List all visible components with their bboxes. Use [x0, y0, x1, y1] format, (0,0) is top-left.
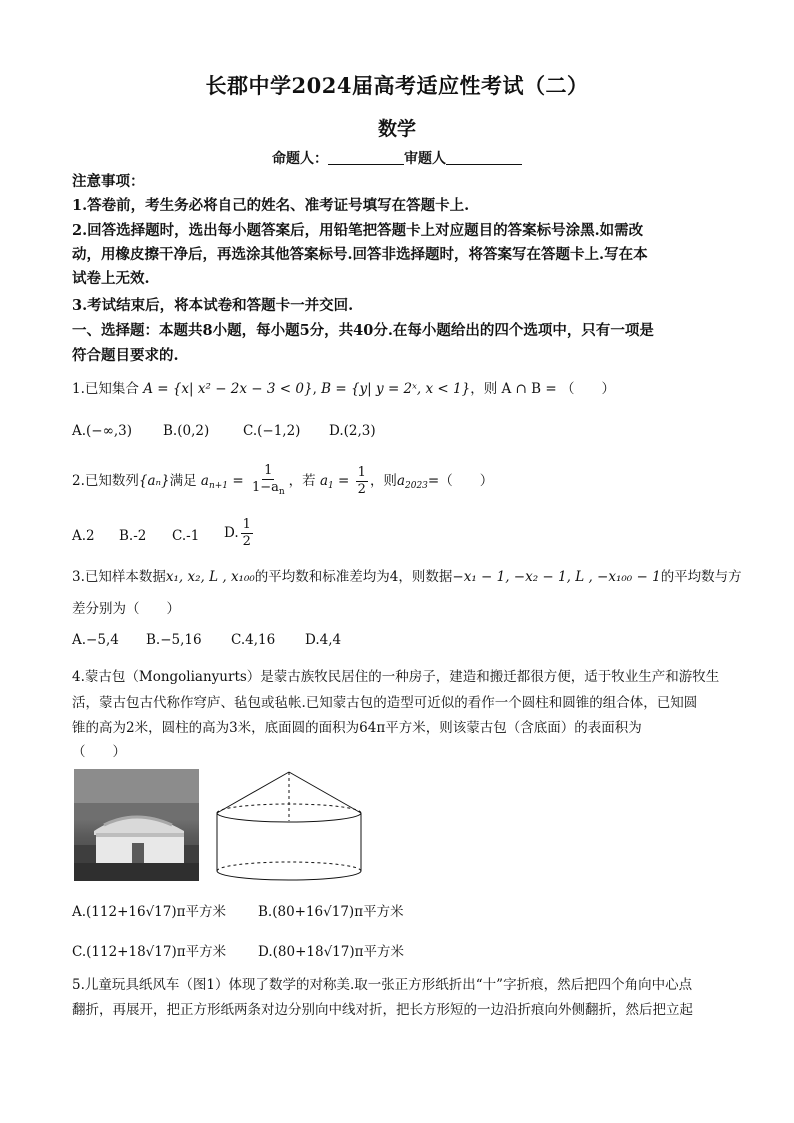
reviewer-label: 审题人: [404, 151, 446, 167]
q3-data: x₁, x₂, L , x₁₀₀: [165, 569, 255, 585]
q1-stem: 1.已知集合 A = {x| x² − 2x − 3 < 0}, B = {y| y = 2ˣ, x < 1}，则 A ∩ B = （ ）: [72, 381, 615, 397]
notice-item-2a: 2.回答选择题时，选出每小题答案后，用铅笔把答题卡上对应题目的答案标号涂黑.如需改: [72, 222, 644, 239]
exam-title: 长郡中学2024届高考适应性考试（二）: [205, 73, 589, 98]
q2-mid: 满足: [169, 473, 197, 489]
q3-stem-1: 3.已知样本数据x₁, x₂, L , x₁₀₀的平均数和标准差均为4，则数据−x₁ − 1, −x₂ − 1, L , −x₁₀₀ − 1的平均数与方: [72, 569, 742, 585]
q2-initial: $a_1$ = $\frac{1}{2}$: [319, 465, 366, 497]
q1-option-c: C.(−1,2): [243, 423, 301, 439]
q2-target: $a_{2023}$: [396, 473, 428, 491]
author-line: [0, 148, 794, 168]
notice-item-1: 1.答卷前，考生务必将自己的姓名、准考证号填写在答题卡上.: [72, 197, 470, 214]
q2-tail: =（ ）: [427, 473, 494, 489]
q5-stem-2: 翻折，再展开，把正方形纸两条对边分别向中线对折，把长方形短的一边沿折痕向外侧翻折，然后把立起: [72, 1002, 693, 1018]
q1-option-b: B.(0,2): [163, 423, 210, 439]
notice-item-2c: 试卷上无效.: [72, 270, 150, 287]
q4-stem-1: 4.蒙古包（Mongolianyurts）是蒙古族牧民居住的一种房子，建造和搬迁都很方便，适于牧业生产和游牧生: [72, 669, 720, 685]
q1-option-d: D.(2,3): [329, 423, 376, 439]
q2-option-d: D. $\frac{1}{2}$: [224, 517, 251, 549]
exam-subject: 数学: [377, 118, 416, 140]
reviewer-blank: [446, 150, 522, 165]
q2-option-a: A.2: [72, 528, 95, 544]
q1-option-a: A.(−∞,3): [72, 423, 133, 439]
q2-option-c: C.-1: [172, 528, 200, 544]
q5-stem-1: 5.儿童玩具纸风车（图1）体现了数学的对称美.取一张正方形纸折出“十”字折痕，然后把四个角向中心点: [72, 977, 693, 993]
q3-data2: −x₁ − 1, −x₂ − 1, L , −x₁₀₀ − 1: [452, 569, 661, 585]
q4-option-c: C.(112+18√17)π平方米: [72, 944, 227, 960]
q4-stem-2: 活，蒙古包古代称作穹庐、毡包或毡帐.已知蒙古包的造型可近似的看作一个圆柱和圆锥的组合体，已知圆: [72, 695, 698, 711]
notice-item-2b: 动，用橡皮擦干净后，再选涂其他答案标号.回答非选择题时，将答案写在答题卡上.写在本: [72, 246, 648, 263]
q4-option-b: B.(80+16√17)π平方米: [258, 904, 404, 920]
q3-option-d: D.4,4: [305, 632, 342, 648]
q2-cond: ，若: [288, 473, 316, 489]
q2-seq: {aₙ}: [138, 473, 170, 489]
q3-option-c: C.4,16: [231, 632, 276, 648]
yurt-photo: [74, 769, 199, 881]
notice-heading: 注意事项：: [72, 173, 145, 190]
q3-stem-2: 差分别为（ ）: [72, 601, 180, 617]
setter-blank: [328, 150, 404, 165]
q3-option-a: A.−5,4: [72, 632, 119, 648]
q2-recurrence: $a_{n+1}$ = $\frac{1}{1-a_n}$: [200, 463, 285, 497]
q1-prefix: 1.已知集合: [72, 381, 139, 397]
q2-ask: ，则: [369, 473, 397, 489]
notice-item-3: 3.考试结束后，将本试卷和答题卡一并交回.: [72, 297, 354, 314]
q4-stem-3: 锥的高为2米，圆柱的高为3米，底面圆的面积为64π平方米，则该蒙古包（含底面）的表面积为: [72, 720, 642, 736]
cylinder-cone-diagram: [214, 768, 364, 886]
q1-set-a: A = {x| x² − 2x − 3 < 0}: [143, 381, 313, 397]
setter-label: 命题人：: [272, 151, 328, 167]
section1-intro-2: 符合题目要求的.: [72, 347, 179, 364]
q4-stem-4: （ ）: [72, 744, 126, 760]
section1-intro: 一、选择题：本题共8小题，每小题5分，共40分.在每小题给出的四个选项中，只有一项是: [72, 322, 654, 339]
q3-option-b: B.−5,16: [146, 632, 202, 648]
q2-stem: [72, 463, 732, 504]
q4-option-d: D.(80+18√17)π平方米: [258, 944, 404, 960]
q1-ask: ，则 A ∩ B = （ ）: [470, 381, 615, 397]
q1-set-b: B = {y| y = 2ˣ, x < 1}: [321, 381, 471, 397]
q2-option-b: B.-2: [119, 528, 147, 544]
q4-option-a: A.(112+16√17)π平方米: [72, 904, 226, 920]
q2-prefix: 2.已知数列: [72, 473, 139, 489]
